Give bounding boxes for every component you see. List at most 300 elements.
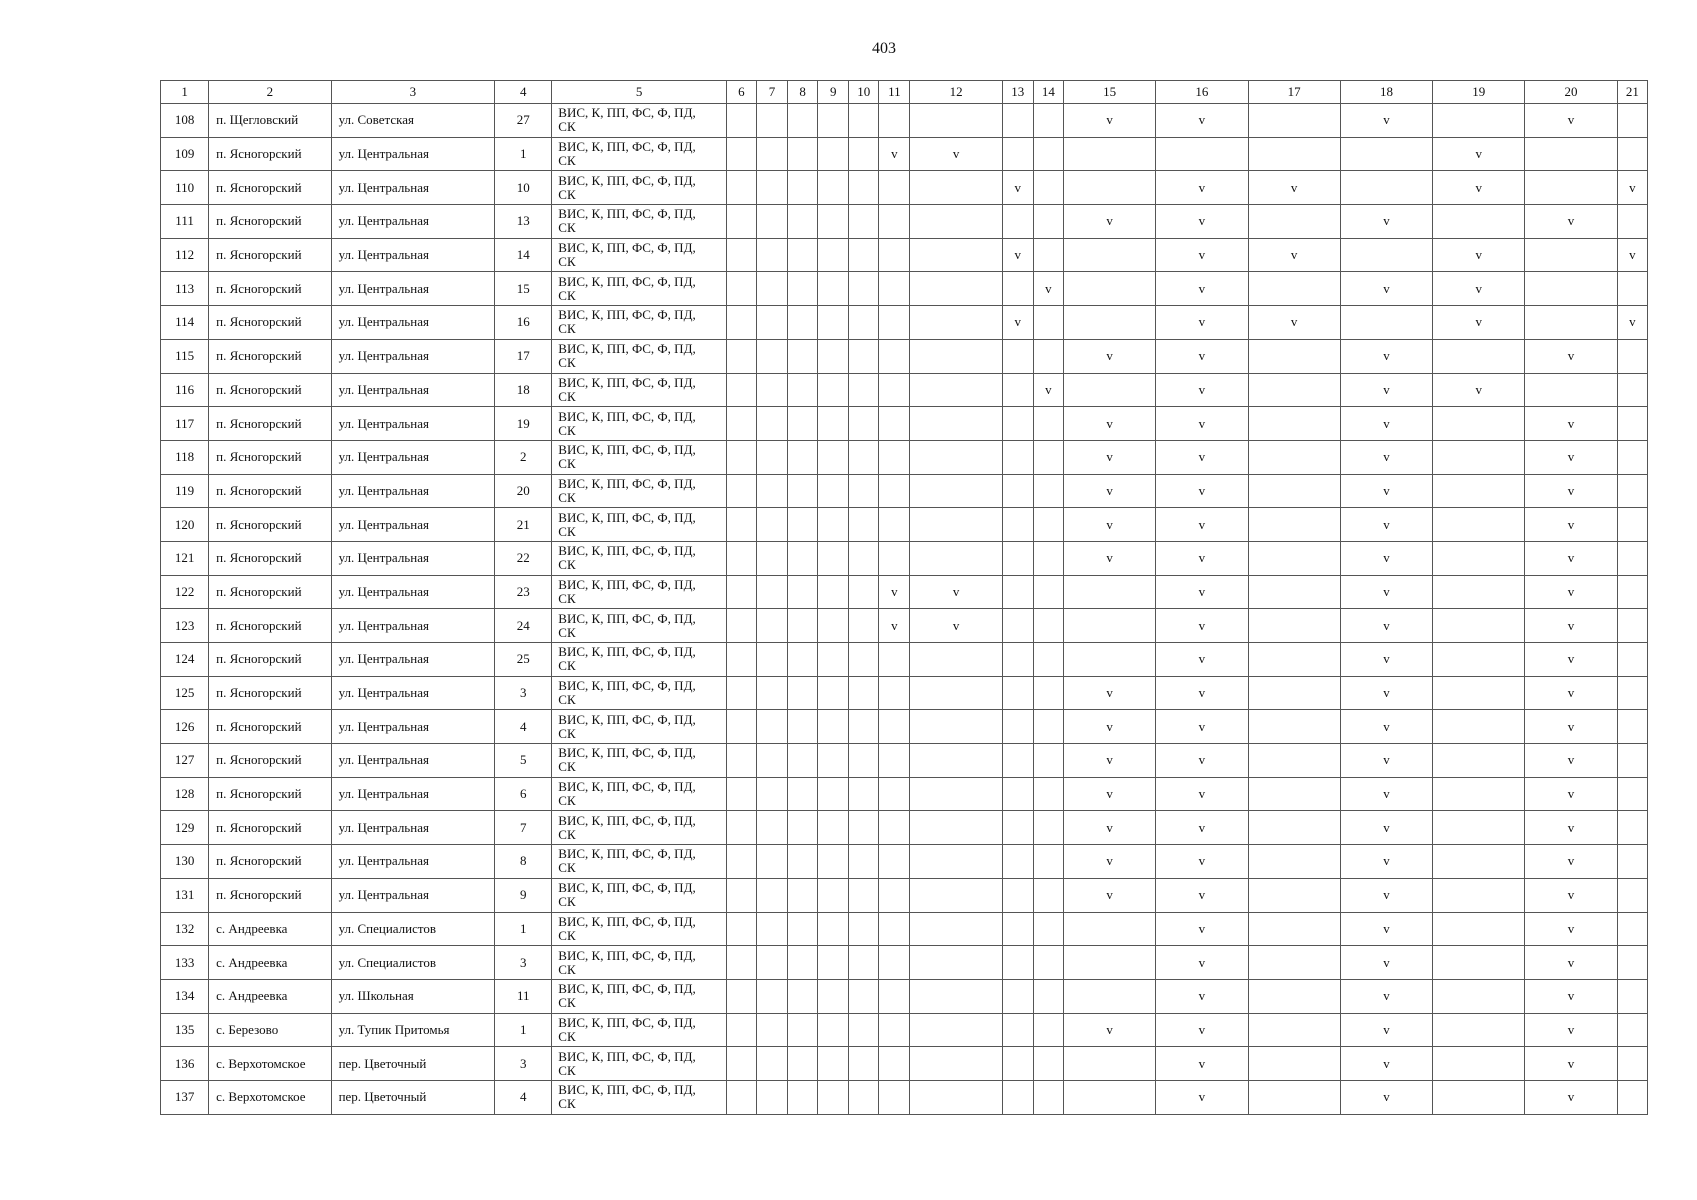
check-mark-col-18: v [1340, 508, 1432, 542]
check-cell-col-7 [756, 339, 787, 373]
check-cell-col-10 [849, 710, 879, 744]
work-types-cell [552, 845, 727, 879]
work-types-cell [552, 171, 727, 205]
check-cell-col-12 [910, 339, 1002, 373]
check-cell-col-13 [1002, 643, 1033, 677]
street-cell: ул. Центральная [331, 272, 495, 306]
check-mark-col-20: v [1525, 1047, 1617, 1081]
check-mark-col-16: v [1156, 339, 1248, 373]
work-types-line-2: СК [558, 287, 576, 303]
check-mark-col-16: v [1156, 205, 1248, 239]
check-cell-col-6 [726, 137, 756, 171]
settlement-cell: с. Андреевка [209, 912, 331, 946]
work-types-cell [552, 339, 727, 373]
check-cell-col-7 [756, 777, 787, 811]
check-mark-col-15: v [1063, 205, 1155, 239]
check-cell-col-21 [1617, 845, 1647, 879]
work-types-line-1: ВИС, К, ПП, ФС, Ф, ПД, [558, 678, 696, 694]
check-mark-col-21: v [1617, 306, 1647, 340]
check-cell-col-19 [1433, 440, 1525, 474]
street-cell: ул. Тупик Притомья [331, 1013, 495, 1047]
check-cell-col-19 [1433, 744, 1525, 778]
check-cell-col-10 [849, 1080, 879, 1114]
check-mark-col-20: v [1525, 1013, 1617, 1047]
check-cell-col-13 [1002, 440, 1033, 474]
check-mark-col-18: v [1340, 710, 1432, 744]
table-row [161, 1013, 1648, 1047]
work-types-line-1: ВИС, К, ПП, ФС, Ф, ПД, [558, 273, 696, 289]
check-cell-col-21 [1617, 676, 1647, 710]
table-row [161, 238, 1648, 272]
table-row [161, 339, 1648, 373]
check-mark-col-15: v [1063, 440, 1155, 474]
street-cell: ул. Центральная [331, 508, 495, 542]
check-cell-col-10 [849, 845, 879, 879]
check-mark-col-21: v [1617, 238, 1647, 272]
check-cell-col-11 [879, 541, 910, 575]
check-cell-col-11 [879, 306, 910, 340]
house-cell: 3 [495, 946, 552, 980]
check-cell-col-17 [1248, 272, 1340, 306]
check-cell-col-12 [910, 845, 1002, 879]
check-cell-col-14 [1033, 104, 1063, 138]
work-types-cell [552, 946, 727, 980]
check-cell-col-14 [1033, 946, 1063, 980]
settlement-cell: п. Ясногорский [209, 407, 331, 441]
check-cell-col-7 [756, 811, 787, 845]
work-types-line-2: СК [558, 220, 576, 236]
table-body [161, 104, 1648, 1115]
work-types-cell [552, 306, 727, 340]
row-number-cell: 109 [161, 137, 209, 171]
house-cell: 14 [495, 238, 552, 272]
check-cell-col-19 [1433, 878, 1525, 912]
check-cell-col-9 [818, 306, 849, 340]
check-cell-col-11 [879, 104, 910, 138]
check-cell-col-8 [788, 440, 818, 474]
settlement-cell: п. Ясногорский [209, 272, 331, 306]
column-header-21: 21 [1617, 81, 1647, 104]
check-mark-col-17: v [1248, 306, 1340, 340]
check-cell-col-14 [1033, 609, 1063, 643]
check-mark-col-16: v [1156, 373, 1248, 407]
check-cell-col-11 [879, 474, 910, 508]
column-header-5: 5 [552, 81, 727, 104]
check-cell-col-17 [1248, 1013, 1340, 1047]
check-cell-col-7 [756, 474, 787, 508]
check-cell-col-9 [818, 272, 849, 306]
check-cell-col-17 [1248, 946, 1340, 980]
house-cell: 23 [495, 575, 552, 609]
check-cell-col-10 [849, 946, 879, 980]
check-cell-col-15 [1063, 306, 1155, 340]
settlement-cell: п. Ясногорский [209, 373, 331, 407]
house-cell: 4 [495, 710, 552, 744]
work-types-line-2: СК [558, 658, 576, 674]
check-cell-col-9 [818, 373, 849, 407]
column-header-10: 10 [849, 81, 879, 104]
check-mark-col-19: v [1433, 373, 1525, 407]
check-cell-col-13 [1002, 104, 1033, 138]
table-row [161, 541, 1648, 575]
settlement-cell: п. Ясногорский [209, 440, 331, 474]
check-cell-col-17 [1248, 979, 1340, 1013]
check-cell-col-14 [1033, 811, 1063, 845]
house-cell: 16 [495, 306, 552, 340]
page-number: 403 [872, 40, 896, 57]
check-cell-col-17 [1248, 205, 1340, 239]
work-types-cell [552, 474, 727, 508]
check-mark-col-18: v [1340, 845, 1432, 879]
check-mark-col-15: v [1063, 710, 1155, 744]
row-number-cell: 124 [161, 643, 209, 677]
check-cell-col-8 [788, 643, 818, 677]
check-cell-col-13 [1002, 979, 1033, 1013]
check-cell-col-7 [756, 744, 787, 778]
check-cell-col-19 [1433, 407, 1525, 441]
check-cell-col-12 [910, 710, 1002, 744]
check-cell-col-19 [1433, 541, 1525, 575]
row-number-cell: 127 [161, 744, 209, 778]
check-mark-col-16: v [1156, 474, 1248, 508]
check-mark-col-16: v [1156, 912, 1248, 946]
check-cell-col-14 [1033, 339, 1063, 373]
house-cell: 13 [495, 205, 552, 239]
house-cell: 4 [495, 1080, 552, 1114]
check-cell-col-10 [849, 407, 879, 441]
check-mark-col-15: v [1063, 878, 1155, 912]
work-types-line-1: ВИС, К, ПП, ФС, Ф, ПД, [558, 408, 696, 424]
check-cell-col-21 [1617, 407, 1647, 441]
check-mark-col-16: v [1156, 238, 1248, 272]
check-mark-col-15: v [1063, 811, 1155, 845]
check-mark-col-18: v [1340, 811, 1432, 845]
check-cell-col-10 [849, 1047, 879, 1081]
check-cell-col-9 [818, 339, 849, 373]
check-cell-col-9 [818, 508, 849, 542]
check-mark-col-20: v [1525, 474, 1617, 508]
settlement-cell: п. Ясногорский [209, 643, 331, 677]
check-cell-col-11 [879, 643, 910, 677]
check-mark-col-20: v [1525, 609, 1617, 643]
check-cell-col-19 [1433, 205, 1525, 239]
check-mark-col-15: v [1063, 676, 1155, 710]
work-types-line-1: ВИС, К, ПП, ФС, Ф, ПД, [558, 172, 696, 188]
check-cell-col-6 [726, 845, 756, 879]
check-mark-col-20: v [1525, 205, 1617, 239]
settlement-cell: п. Ясногорский [209, 306, 331, 340]
check-cell-col-6 [726, 575, 756, 609]
check-cell-col-8 [788, 1013, 818, 1047]
work-types-line-1: ВИС, К, ПП, ФС, Ф, ПД, [558, 139, 696, 155]
check-mark-col-15: v [1063, 339, 1155, 373]
row-number-cell: 130 [161, 845, 209, 879]
row-number-cell: 108 [161, 104, 209, 138]
check-mark-col-16: v [1156, 575, 1248, 609]
column-header-16: 16 [1156, 81, 1248, 104]
check-cell-col-10 [849, 440, 879, 474]
house-cell: 7 [495, 811, 552, 845]
column-header-3: 3 [331, 81, 495, 104]
row-number-cell: 135 [161, 1013, 209, 1047]
check-cell-col-11 [879, 1080, 910, 1114]
work-types-cell [552, 137, 727, 171]
check-cell-col-8 [788, 777, 818, 811]
check-cell-col-12 [910, 946, 1002, 980]
check-cell-col-11 [879, 373, 910, 407]
check-mark-col-20: v [1525, 440, 1617, 474]
check-cell-col-13 [1002, 474, 1033, 508]
row-number-cell: 123 [161, 609, 209, 643]
check-cell-col-9 [818, 777, 849, 811]
settlement-cell: с. Верхотомское [209, 1047, 331, 1081]
check-cell-col-8 [788, 272, 818, 306]
check-cell-col-21 [1617, 777, 1647, 811]
check-cell-col-19 [1433, 777, 1525, 811]
check-cell-col-6 [726, 171, 756, 205]
check-mark-col-18: v [1340, 643, 1432, 677]
check-cell-col-10 [849, 205, 879, 239]
check-cell-col-8 [788, 541, 818, 575]
settlement-cell: п. Ясногорский [209, 171, 331, 205]
check-cell-col-12 [910, 373, 1002, 407]
check-mark-col-18: v [1340, 541, 1432, 575]
house-cell: 9 [495, 878, 552, 912]
check-cell-col-6 [726, 205, 756, 239]
check-mark-col-19: v [1433, 171, 1525, 205]
street-cell: ул. Специалистов [331, 946, 495, 980]
check-cell-col-9 [818, 440, 849, 474]
check-cell-col-14 [1033, 676, 1063, 710]
work-types-line-1: ВИС, К, ПП, ФС, Ф, ПД, [558, 1048, 696, 1064]
table-row [161, 1047, 1648, 1081]
check-cell-col-17 [1248, 811, 1340, 845]
check-mark-col-18: v [1340, 104, 1432, 138]
check-cell-col-13 [1002, 205, 1033, 239]
check-cell-col-12 [910, 541, 1002, 575]
check-cell-col-14 [1033, 744, 1063, 778]
work-types-line-1: ВИС, К, ПП, ФС, Ф, ПД, [558, 779, 696, 795]
work-types-line-1: ВИС, К, ПП, ФС, Ф, ПД, [558, 947, 696, 963]
table-row [161, 171, 1648, 205]
check-mark-col-20: v [1525, 878, 1617, 912]
check-mark-col-20: v [1525, 407, 1617, 441]
check-cell-col-6 [726, 710, 756, 744]
work-types-line-2: СК [558, 927, 576, 943]
check-mark-col-18: v [1340, 777, 1432, 811]
check-cell-col-6 [726, 744, 756, 778]
street-cell: ул. Центральная [331, 541, 495, 575]
check-cell-col-9 [818, 104, 849, 138]
check-cell-col-6 [726, 811, 756, 845]
column-header-15: 15 [1063, 81, 1155, 104]
check-cell-col-13 [1002, 373, 1033, 407]
check-cell-col-7 [756, 205, 787, 239]
check-cell-col-7 [756, 912, 787, 946]
check-mark-col-18: v [1340, 676, 1432, 710]
check-cell-col-12 [910, 777, 1002, 811]
check-mark-col-18: v [1340, 946, 1432, 980]
check-cell-col-11 [879, 845, 910, 879]
work-types-line-1: ВИС, К, ПП, ФС, Ф, ПД, [558, 745, 696, 761]
check-cell-col-6 [726, 643, 756, 677]
house-cell: 20 [495, 474, 552, 508]
work-types-cell [552, 811, 727, 845]
street-cell: ул. Центральная [331, 643, 495, 677]
house-cell: 5 [495, 744, 552, 778]
check-cell-col-12 [910, 643, 1002, 677]
row-number-cell: 118 [161, 440, 209, 474]
check-mark-col-16: v [1156, 104, 1248, 138]
check-cell-col-19 [1433, 979, 1525, 1013]
check-cell-col-12 [910, 1047, 1002, 1081]
check-mark-col-16: v [1156, 946, 1248, 980]
row-number-cell: 134 [161, 979, 209, 1013]
check-cell-col-12 [910, 440, 1002, 474]
check-cell-col-10 [849, 474, 879, 508]
check-cell-col-13 [1002, 508, 1033, 542]
check-cell-col-7 [756, 845, 787, 879]
check-cell-col-21 [1617, 878, 1647, 912]
street-cell: ул. Центральная [331, 238, 495, 272]
table-row [161, 643, 1648, 677]
row-number-cell: 110 [161, 171, 209, 205]
check-mark-col-20: v [1525, 1080, 1617, 1114]
check-mark-col-20: v [1525, 104, 1617, 138]
check-cell-col-7 [756, 306, 787, 340]
check-cell-col-17 [1248, 104, 1340, 138]
work-types-cell [552, 541, 727, 575]
check-cell-col-7 [756, 1080, 787, 1114]
street-cell: ул. Центральная [331, 137, 495, 171]
check-cell-col-10 [849, 912, 879, 946]
check-cell-col-21 [1617, 811, 1647, 845]
check-cell-col-7 [756, 238, 787, 272]
check-cell-col-14 [1033, 710, 1063, 744]
check-cell-col-21 [1617, 272, 1647, 306]
check-cell-col-10 [849, 339, 879, 373]
work-types-line-1: ВИС, К, ПП, ФС, Ф, ПД, [558, 644, 696, 660]
check-cell-col-13 [1002, 811, 1033, 845]
work-types-line-2: СК [558, 523, 576, 539]
table-row [161, 912, 1648, 946]
check-cell-col-19 [1433, 676, 1525, 710]
check-cell-col-10 [849, 373, 879, 407]
check-cell-col-11 [879, 407, 910, 441]
check-mark-col-20: v [1525, 845, 1617, 879]
check-cell-col-7 [756, 946, 787, 980]
table-row [161, 744, 1648, 778]
work-types-line-1: ВИС, К, ПП, ФС, Ф, ПД, [558, 206, 696, 222]
row-number-cell: 114 [161, 306, 209, 340]
row-number-cell: 113 [161, 272, 209, 306]
check-cell-col-17 [1248, 339, 1340, 373]
house-cell: 19 [495, 407, 552, 441]
check-cell-col-19 [1433, 643, 1525, 677]
check-mark-col-20: v [1525, 676, 1617, 710]
check-cell-col-9 [818, 1013, 849, 1047]
check-cell-col-10 [849, 171, 879, 205]
column-header-17: 17 [1248, 81, 1340, 104]
check-cell-col-14 [1033, 407, 1063, 441]
work-types-cell [552, 777, 727, 811]
work-types-line-2: СК [558, 422, 576, 438]
check-cell-col-6 [726, 946, 756, 980]
check-mark-col-16: v [1156, 609, 1248, 643]
check-cell-col-21 [1617, 1080, 1647, 1114]
work-types-line-2: СК [558, 590, 576, 606]
street-cell: ул. Центральная [331, 474, 495, 508]
check-cell-col-14 [1033, 1013, 1063, 1047]
street-cell: пер. Цветочный [331, 1080, 495, 1114]
check-cell-col-16 [1156, 137, 1248, 171]
check-cell-col-13 [1002, 710, 1033, 744]
check-cell-col-15 [1063, 912, 1155, 946]
row-number-cell: 136 [161, 1047, 209, 1081]
check-cell-col-14 [1033, 845, 1063, 879]
work-types-cell [552, 979, 727, 1013]
work-types-cell [552, 744, 727, 778]
check-cell-col-11 [879, 272, 910, 306]
check-cell-col-20 [1525, 171, 1617, 205]
work-types-line-1: ВИС, К, ПП, ФС, Ф, ПД, [558, 307, 696, 323]
check-cell-col-21 [1617, 744, 1647, 778]
column-header-8: 8 [788, 81, 818, 104]
check-cell-col-11 [879, 676, 910, 710]
work-types-cell [552, 643, 727, 677]
check-mark-col-11: v [879, 137, 910, 171]
check-cell-col-9 [818, 171, 849, 205]
check-cell-col-17 [1248, 777, 1340, 811]
check-mark-col-16: v [1156, 1013, 1248, 1047]
check-cell-col-19 [1433, 474, 1525, 508]
check-cell-col-12 [910, 306, 1002, 340]
check-cell-col-11 [879, 238, 910, 272]
check-mark-col-13: v [1002, 306, 1033, 340]
check-cell-col-14 [1033, 979, 1063, 1013]
street-cell: ул. Центральная [331, 339, 495, 373]
work-types-line-2: СК [558, 1028, 576, 1044]
check-cell-col-11 [879, 912, 910, 946]
check-cell-col-9 [818, 1080, 849, 1114]
check-cell-col-21 [1617, 373, 1647, 407]
check-cell-col-14 [1033, 643, 1063, 677]
work-types-line-1: ВИС, К, ПП, ФС, Ф, ПД, [558, 341, 696, 357]
check-cell-col-8 [788, 575, 818, 609]
street-cell: пер. Цветочный [331, 1047, 495, 1081]
check-cell-col-17 [1248, 407, 1340, 441]
check-cell-col-6 [726, 238, 756, 272]
check-cell-col-11 [879, 710, 910, 744]
check-cell-col-8 [788, 339, 818, 373]
work-types-line-2: СК [558, 557, 576, 573]
check-cell-col-12 [910, 407, 1002, 441]
work-types-line-2: СК [558, 489, 576, 505]
check-cell-col-14 [1033, 912, 1063, 946]
check-cell-col-12 [910, 744, 1002, 778]
settlement-cell: п. Ясногорский [209, 845, 331, 879]
check-mark-col-16: v [1156, 171, 1248, 205]
check-cell-col-19 [1433, 575, 1525, 609]
check-cell-col-19 [1433, 1013, 1525, 1047]
column-header-7: 7 [756, 81, 787, 104]
column-header-9: 9 [818, 81, 849, 104]
check-cell-col-8 [788, 811, 818, 845]
check-cell-col-15 [1063, 171, 1155, 205]
check-mark-col-13: v [1002, 171, 1033, 205]
table-row [161, 440, 1648, 474]
settlement-cell: п. Ясногорский [209, 238, 331, 272]
